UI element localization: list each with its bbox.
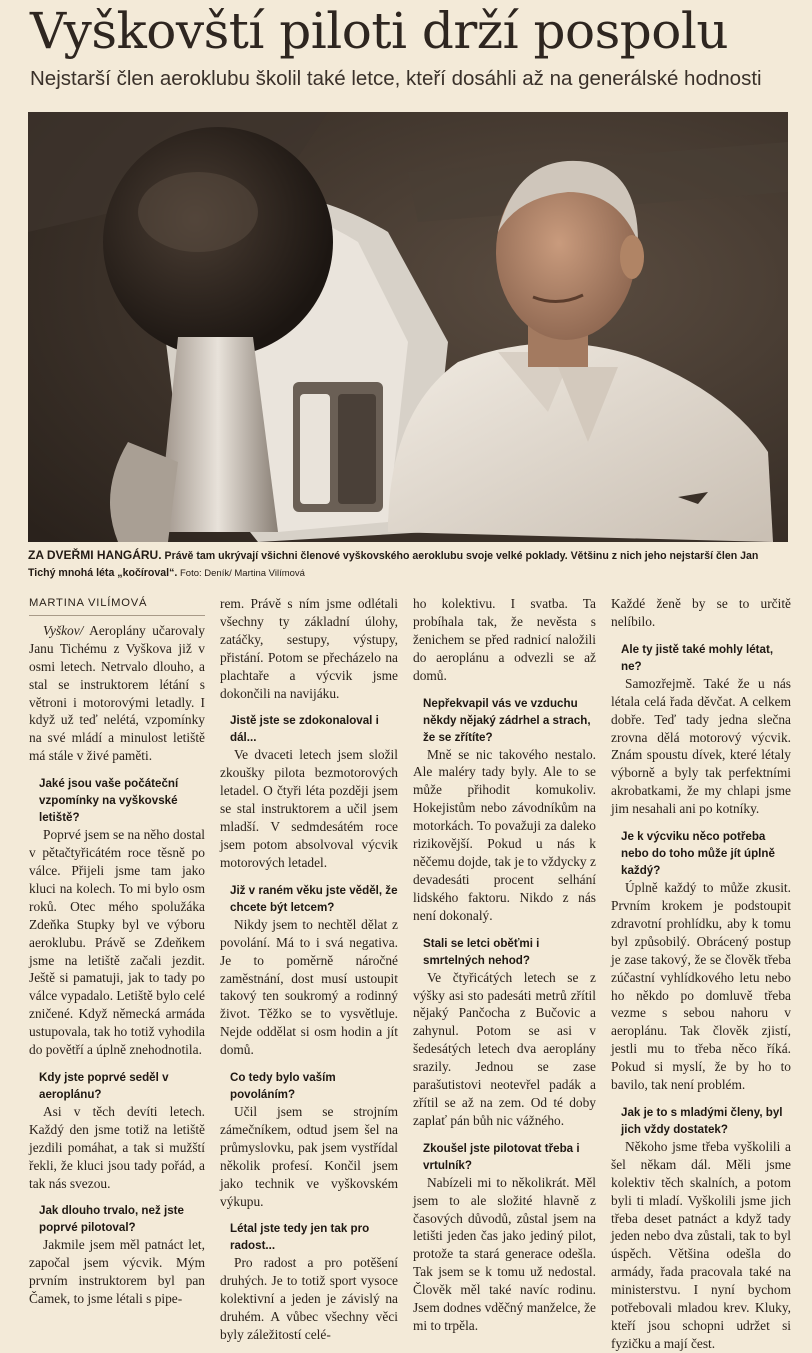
caption-credit: Foto: Deník/ Martina Vilímová — [177, 568, 305, 579]
answer: Ve čtyřicátých letech se z výšky asi sto padesáti metrů zřítil nějaký Pančocha z Bučovic a zahynul. Potom se asi v šedesátých letech dva aeroplány srazily. Jednou se zase parašutistovi neotevřel padák a zřítil se až na zem. Od té doby zaplať pán bůh nic vážného. — [413, 969, 596, 1128]
question: Jaké jsou vaše počáteční vzpomínky na vyškovské letiště? — [39, 777, 179, 825]
dateline: Vyškov/ — [43, 622, 84, 638]
answer: Jakmile jsem měl patnáct let, započal jsem výcvik. Mým prvním instruktorem byl pan Čamek, to jsme létali s pipe- — [29, 1237, 205, 1307]
caption-title: ZA DVEŘMI HANGÁRU. — [28, 548, 162, 562]
answer: Ve dvaceti letech jsem složil zkoušky pilota bezmotorových letadel. O čtyři léta později jsem se stal instruktorem a učil jsem mladší. V sedmdesátém roce jsem potom absolvoval výcvik motorových letadel. — [220, 747, 398, 870]
question: Nepřekvapil vás ve vzduchu někdy nějaký zádrhel a strach, že se zřítíte? — [423, 696, 591, 744]
subheadline: Nejstarší člen aeroklubu školil také letce, kteří dosáhli až na generálské hodnosti — [30, 67, 762, 90]
answer: Nabízeli mi to několikrát. Měl jsem to ale složité hlavně z časových důvodů, zůstal jsem na letišti jeden čas jako jediný pilot, protože ta stará generace odešla. Tak jsem se k tomu už nedostal. Člověk měl také navíc rodinu. Jsem dodnes vděčný manželce, že mi to trpěla. — [413, 1174, 596, 1333]
answer: Pro radost a pro potěšení druhých. Je to totiž sport vysoce kolektivní a jeden je závislý na druhém. A vůbec všechny věci byly záležitostí celé- — [220, 1255, 398, 1343]
answer-continued: ho kolektivu. I svatba. Ta probíhala tak, že nevěsta s ženichem se před radnicí naložili do aeroplánu a odvezli se až domů. — [413, 596, 596, 683]
answer: Učil jsem se strojním zámečníkem, odtud jsem šel na průmyslovku, pak jsem vystřídal několik profesí. Končil jsem jako technik ve vyškovském výkupu. — [220, 1104, 398, 1209]
article-column-4 — [611, 595, 791, 1353]
answer-continued: Každé ženě by se to určitě nelíbilo. — [611, 596, 791, 629]
article-column-2 — [220, 595, 398, 1344]
question: Kdy jste poprvé seděl v aeroplánu? — [39, 1070, 169, 1101]
question: Zkoušel jste pilotovat třeba i vrtulník? — [423, 1141, 580, 1172]
answer: Poprvé jsem se na něho dostal v pětačtyřicátém roce těsně po válce. Přijeli jsme tam jako kluci na kolech. To mi bylo osm roků. Otec mého spolužáka Zdeňka Stupky byl ve výboru aeroklubu. Právě se Zdeňkem jsme na letiště začali jezdit. Ještě si pamatuji, jak to tady po válce vypadalo. Letiště bylo celé zničené. Když německá armáda ustupovala, tak ho totiž vyhodila do povětří a úplně znehodnotila. — [29, 827, 205, 1058]
photo-caption — [28, 547, 788, 582]
caption-quote: „kočíroval“. — [114, 567, 178, 579]
question: Stali se letci oběťmi i smrtelných nehod? — [423, 936, 540, 967]
byline: MARTINA VILÍMOVÁ — [29, 595, 205, 616]
intro-text: Aeroplány učarovaly Janu Tichému z Vyškova již v osmi letech. Netrvalo dlouho, a stal se instruktorem létání s větroni i motorovými letadly. I když už teď nelétá, vzpomínky na své mládí a minulost letiště má stále v živé paměti. — [29, 622, 205, 764]
answer: Samozřejmě. Také že u nás létala celá řada děvčat. A celkem dobře. Teď tady jedna slečna zrovna dělá motorový výcvik. Znám spoustu dívek, které létaly výborně a byly tak perfektními akrobatkami, že my chlapi jsme jim nesahali ani po kotníky. — [611, 675, 791, 817]
answer: Mně se nic takového nestalo. Ale maléry tady byly. Ale to se může přihodit komukoliv. Hokejistům nebo závodníkům na motorkách. To považuji za daleko rizikovější. Pokud u nás k něčemu dojde, tak je to vždycky z devadesáti procent selhání lidského faktoru. Nikdo z nás není dokonalý. — [413, 746, 596, 923]
answer: Asi v těch devíti letech. Každý den jsme totiž na letiště jezdili pomáhat, a tak si mužští řekli, že kluci jsou tady pořád, a tak nás svezou. — [29, 1103, 205, 1191]
intro-paragraph — [29, 622, 205, 765]
question: Co tedy bylo vaším povoláním? — [230, 1071, 336, 1102]
answer-continued: rem. Právě s ním jsme odlétali všechny ty základní úlohy, zatáčky, sestupy, výstupy, přistání. Potom se přecházelo na plachtaře a výcvik jsme dokončili na navijáku. — [220, 596, 398, 701]
article-column-1 — [29, 595, 205, 1308]
article-column-3 — [413, 595, 596, 1335]
question: Jak dlouho trvalo, než jste poprvé pilotoval? — [39, 1204, 184, 1235]
answer: Někoho jsme třeba vyškolili a šel někam dál. Měli jsme kolektiv těch skalních, a potom byli ti mladí. Vyškolili jsme jich třeba deset patnáct a když tady jeden nebo dva zůstali, tak to byl úspěch. Většina odešla do armády, řada pracovala také na ministerstvu. I nyní bychom potřebovali mladou krev. Kluky, kteří jsou schopni udržet si fyzičku a mají čest. — [611, 1138, 791, 1351]
question: Jak je to s mladými členy, byl jich vždy dostatek? — [621, 1105, 783, 1136]
question: Létal jste tedy jen tak pro radost... — [230, 1222, 370, 1253]
question: Již v raném věku jste věděl, že chcete být letcem? — [230, 883, 398, 914]
article-photo — [28, 112, 788, 542]
question: Jistě jste se zdokonaloval i dál... — [230, 714, 379, 745]
hangar-photo-illustration — [28, 112, 788, 542]
answer: Nikdy jsem to nechtěl dělat z povolání. Má to i svá negativa. Je to poměrně náročné zaměstnání, dost musí ustoupit takový ten soukromý a rodinný život. Těžko se to vysvětluje. Nejde oddělat si osm hodin a jít domů. — [220, 916, 398, 1058]
headline: Vyškovští piloti drží pospolu — [30, 2, 729, 60]
question: Je k výcviku něco potřeba nebo do toho může jít úplně každý? — [621, 830, 775, 878]
caption-text: Právě tam ukrývají všichni členové vyškovského aeroklubu svoje velké poklady. Většinu z nich jeho nejstarší člen Jan Tichý mnohá léta — [28, 550, 759, 579]
answer: Úplně každý to může zkusit. Prvním krokem je podstoupit zdravotní prohlídku, aby k tomu byl způsobilý. Obrácený postup je zase takový, že se člověk třeba zúčastní vyhlídkového letu nebo ho někdo po domluvě třeba vezme s sebou nahoru v aeroplánu. Tak člověk zjistí, jestli mu to třeba něco říká. Pokud si myslí, že by ho to bavilo, tak není problém. — [611, 880, 791, 1093]
question: Ale ty jistě také mohly létat, ne? — [621, 642, 774, 673]
